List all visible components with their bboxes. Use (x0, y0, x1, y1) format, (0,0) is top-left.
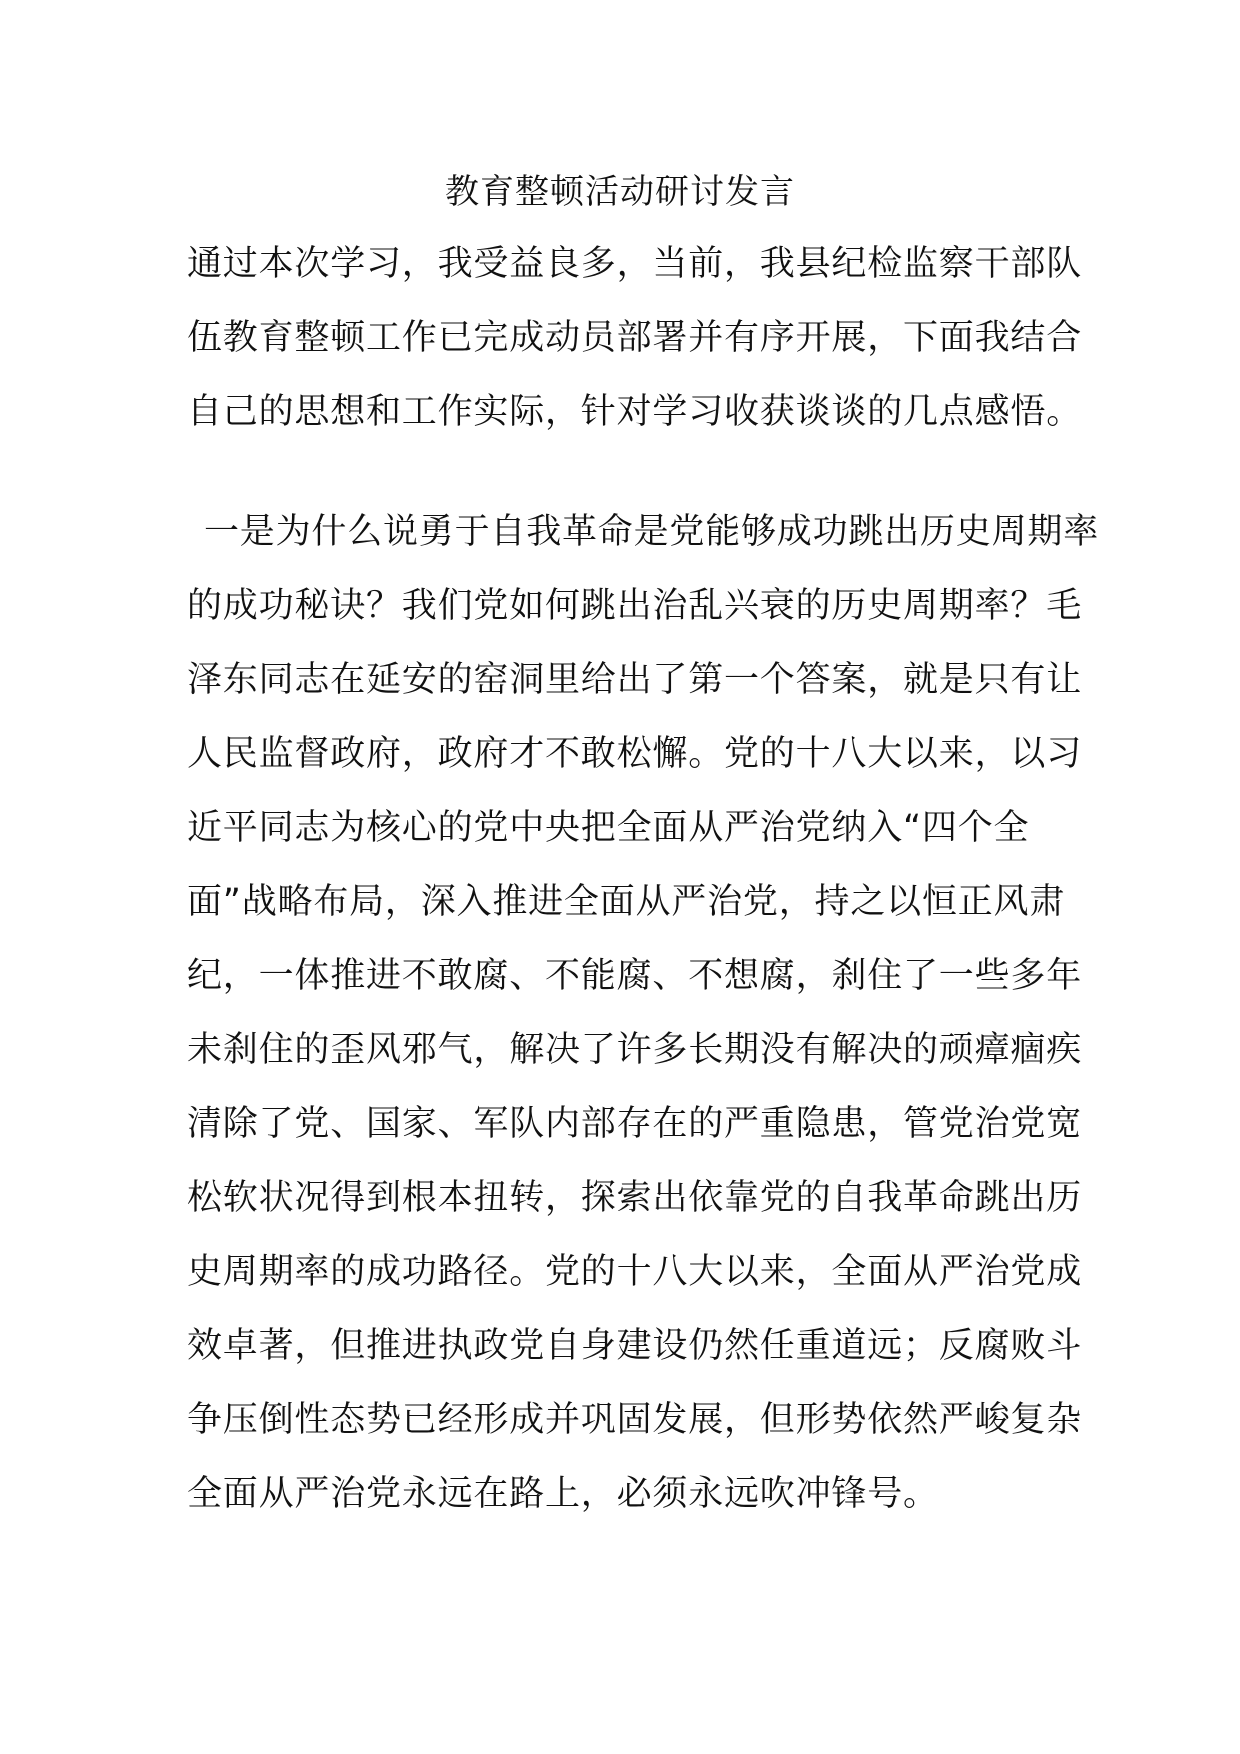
paragraph-line: 的成功秘诀？我们党如何跳出治乱兴衰的历史周期率？毛 (187, 586, 1083, 626)
paragraph-line: 自己的思想和工作实际，针对学习收获谈谈的几点感悟。 (187, 392, 1083, 432)
intro-paragraph (187, 227, 1083, 449)
paragraph-line: 全面从严治党永远在路上，必须永远吹冲锋号。 (187, 1474, 939, 1514)
paragraph-line: 人民监督政府，政府才不敢松懈。党的十八大以来，以习 (187, 734, 1083, 774)
paragraph-line: 未刹住的歪风邪气，解决了许多长期没有解决的顽瘴痼疾 (187, 1030, 1083, 1070)
paragraph-line: 近平同志为核心的党中央把全面从严治党纳入“四个全 (187, 808, 1030, 848)
paragraph-line: 清除了党、国家、军队内部存在的严重隐患，管党治党宽 (187, 1104, 1083, 1144)
paragraph-line: 史周期率的成功路径。党的十八大以来，全面从严治党成 (187, 1252, 1083, 1292)
paragraph-line: 伍教育整顿工作已完成动员部署并有序开展，下面我结合 (187, 318, 1083, 358)
paragraph-line: 一是为什么说勇于自我革命是党能够成功跳出历史周期率 (204, 512, 1100, 552)
paragraph-line: 面”战略布局，深入推进全面从严治党，持之以恒正风肃 (187, 882, 1066, 922)
paragraph-line: 松软状况得到根本扭转，探索出依靠党的自我革命跳出历 (187, 1178, 1083, 1218)
point-one-paragraph (187, 495, 1100, 1531)
paragraph-line: 纪，一体推进不敢腐、不能腐、不想腐，刹住了一些多年 (187, 956, 1083, 996)
paragraph-line: 通过本次学习，我受益良多，当前，我县纪检监察干部队 (187, 244, 1083, 284)
document-title: 教育整顿活动研讨发言 (445, 172, 795, 212)
paragraph-line: 泽东同志在延安的窑洞里给出了第一个答案，就是只有让 (187, 660, 1083, 700)
paragraph-line: 争压倒性态势已经形成并巩固发展，但形势依然严峻复杂 (187, 1400, 1083, 1440)
paragraph-line: 效卓著，但推进执政党自身建设仍然任重道远；反腐败斗 (187, 1326, 1083, 1366)
